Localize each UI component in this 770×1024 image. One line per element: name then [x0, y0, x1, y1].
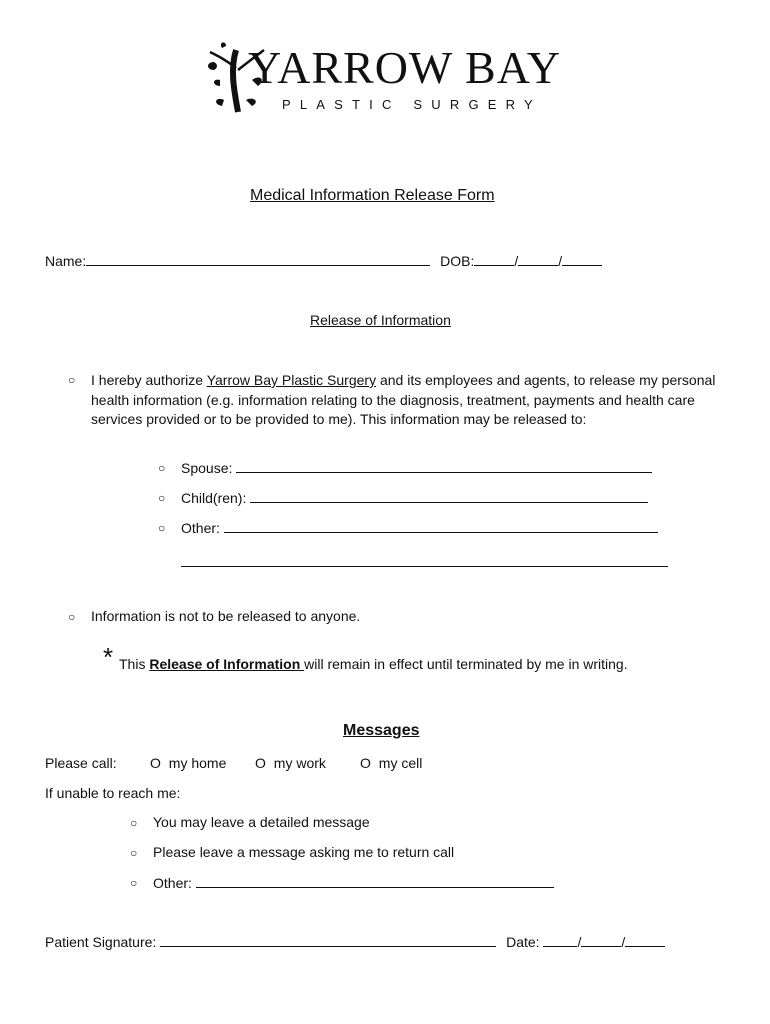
call-option-cell[interactable] — [360, 755, 422, 771]
other-message-field[interactable] — [196, 874, 554, 888]
detailed-message-label: You may leave a detailed message — [153, 814, 370, 830]
other-recipient-radio[interactable]: ○ — [158, 521, 166, 535]
authorize-radio[interactable]: ○ — [68, 373, 76, 387]
date-year-field[interactable] — [625, 933, 665, 947]
dob-separator: / — [514, 253, 519, 269]
signature-label: Patient Signature: — [45, 934, 157, 950]
logo-wordmark: YARROW BAY — [248, 42, 561, 93]
note-text-post: will remain in effect until terminated by me in writing. — [304, 656, 628, 672]
call-home-label: my home — [168, 755, 227, 771]
unable-to-reach-label: If unable to reach me: — [45, 785, 181, 801]
not-released-text: Information is not to be released to anyone. — [91, 608, 361, 624]
signature-field[interactable] — [160, 933, 496, 947]
date-separator: / — [621, 934, 626, 950]
note-asterisk: * — [103, 642, 114, 672]
name-field[interactable] — [86, 252, 430, 266]
return-call-radio[interactable]: ○ — [130, 846, 138, 860]
name-label: Name: — [45, 253, 87, 269]
call-cell-label: my cell — [378, 755, 423, 771]
call-option-work[interactable] — [255, 755, 326, 771]
call-work-radio[interactable]: O — [255, 755, 266, 771]
note-text-pre: This — [119, 656, 150, 672]
signature-row — [45, 933, 665, 950]
authorize-text-pre: I hereby authorize — [91, 372, 207, 388]
detailed-message-radio[interactable]: ○ — [130, 816, 138, 830]
date-label: Date: — [506, 934, 540, 950]
date-separator: / — [577, 934, 582, 950]
dob-year-field[interactable] — [562, 252, 602, 266]
spouse-row — [181, 459, 652, 476]
yarrow-bay-logo — [200, 40, 570, 120]
other-recipient-field-line2[interactable] — [181, 566, 668, 567]
call-home-radio[interactable]: O — [150, 755, 161, 771]
form-title: Medical Information Release Form — [250, 187, 495, 204]
release-note — [119, 656, 628, 672]
messages-heading: Messages — [343, 722, 420, 739]
children-row — [181, 489, 648, 506]
call-cell-radio[interactable]: O — [360, 755, 371, 771]
other-message-row — [153, 874, 554, 891]
other-recipient-field[interactable] — [224, 519, 658, 533]
call-option-home[interactable] — [150, 755, 226, 771]
date-day-field[interactable] — [581, 933, 621, 947]
not-released-radio[interactable]: ○ — [68, 610, 76, 624]
date-month-field[interactable] — [543, 933, 577, 947]
other-recipient-label: Other: — [181, 520, 220, 536]
dob-separator: / — [558, 253, 563, 269]
return-call-label: Please leave a message asking me to return call — [153, 844, 455, 860]
please-call-label: Please call: — [45, 755, 117, 771]
dob-label: DOB: — [440, 253, 475, 269]
children-field[interactable] — [250, 489, 648, 503]
note-bold-term: Release of Information — [149, 656, 305, 672]
dob-month-field[interactable] — [474, 252, 514, 266]
spouse-label: Spouse: — [181, 460, 233, 476]
dob-day-field[interactable] — [518, 252, 558, 266]
other-message-label: Other: — [153, 875, 192, 891]
spouse-field[interactable] — [236, 459, 652, 473]
practice-name: Yarrow Bay Plastic Surgery — [206, 372, 377, 388]
other-message-radio[interactable]: ○ — [130, 876, 138, 890]
logo-tagline: PLASTIC SURGERY — [282, 97, 542, 112]
name-dob-row — [45, 252, 602, 269]
release-heading: Release of Information — [310, 312, 451, 328]
children-label: Child(ren): — [181, 490, 247, 506]
children-radio[interactable]: ○ — [158, 491, 166, 505]
call-work-label: my work — [273, 755, 326, 771]
spouse-radio[interactable]: ○ — [158, 461, 166, 475]
authorize-paragraph — [91, 371, 721, 430]
other-recipient-row — [181, 519, 658, 536]
authorize-text-post: and its employees and agents, to release my personal health information (e.g. information relating to the diagnosis, treatment, payments and health care services provided or to be provided to me). This information may be released to: — [91, 372, 716, 428]
